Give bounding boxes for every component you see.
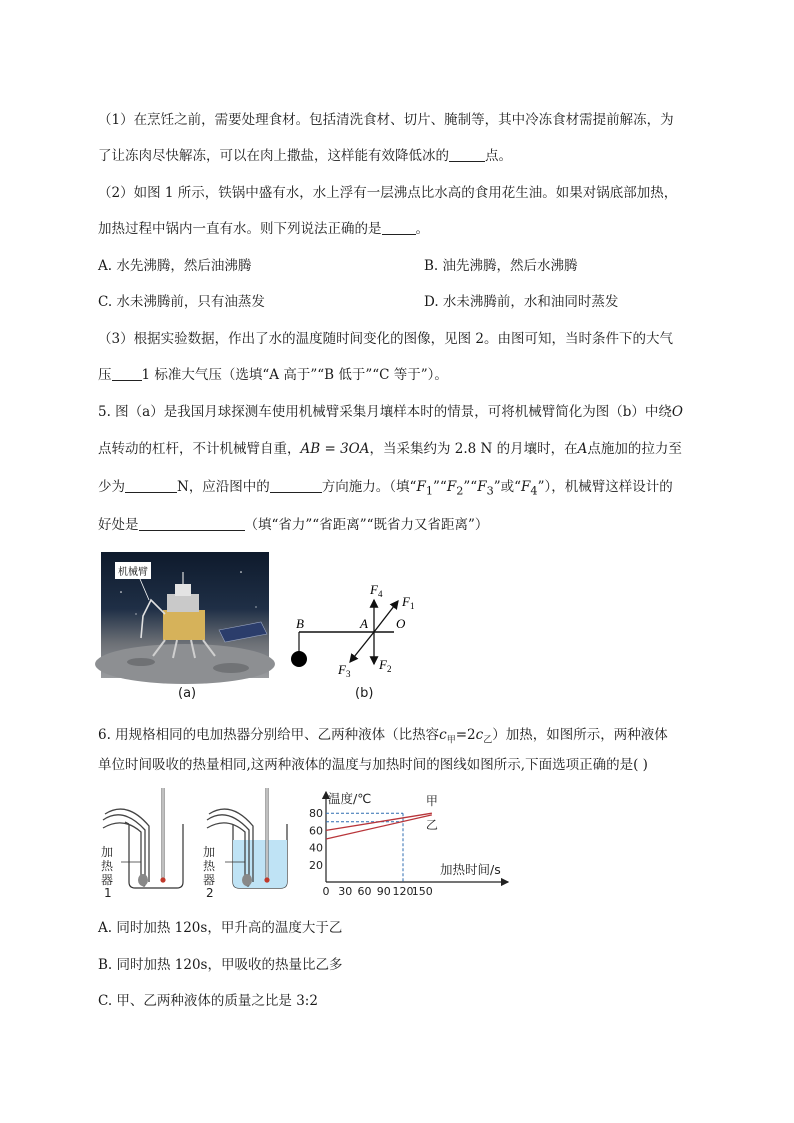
answer-blank[interactable] bbox=[112, 366, 142, 381]
q5-point-o: O bbox=[671, 404, 683, 420]
q4-p3-line2 bbox=[98, 366, 448, 384]
q4-p2-text: 加热过程中锅内一直有水。则下列说法正确的是 bbox=[98, 221, 382, 237]
q4-p1-line2 bbox=[98, 147, 512, 165]
q5-text: N，应沿图中的 bbox=[177, 479, 270, 495]
q4-p2-line2 bbox=[98, 220, 429, 238]
q5-ratio: AB = 3OA bbox=[300, 441, 370, 457]
q5-text: （填“省力”“省距离”“既省力又省距离”） bbox=[244, 517, 489, 533]
q5-text: ”），机械臂这样设计的 bbox=[537, 479, 673, 495]
f4-label bbox=[369, 582, 383, 599]
lunar-lander-photo bbox=[101, 552, 269, 678]
x-tick-label: 60 bbox=[357, 885, 372, 898]
heater-1-label: 加 热 器 1 bbox=[101, 845, 114, 900]
q4-p3-text: 压 bbox=[98, 367, 112, 383]
q4-p1-line1: （1）在烹饪之前，需要处理食材。包括清洗食材、切片、腌制等，其中冷冻食材需提前解冻，为 bbox=[98, 112, 674, 128]
heat-capacity-symbol: c bbox=[475, 727, 484, 743]
q5-text: 点转动的杠杆，不计机械臂自重， bbox=[98, 441, 301, 457]
lever-diagram bbox=[286, 576, 426, 682]
series-label-jia: 甲 bbox=[425, 794, 438, 809]
q4-p1-text: 了让冻肉尽快解冻，可以在肉上撒盐，这样能有效降低冰的 bbox=[98, 148, 449, 164]
heating-apparatus bbox=[97, 784, 307, 900]
q5-text: 点施加的拉力至 bbox=[587, 441, 682, 457]
answer-blank[interactable] bbox=[139, 516, 245, 531]
q4-option-b: B. 油先沸腾，然后水沸腾 bbox=[424, 258, 578, 274]
q5-text: ”或“ bbox=[493, 479, 522, 495]
y-tick-label: 40 bbox=[309, 841, 323, 855]
figure-a-caption: (a) bbox=[178, 686, 197, 701]
q4-p3-line1: （3）根据实验数据，作出了水的温度随时间变化的图像，见图 2。由图可知，当时条件下的大气 bbox=[98, 331, 673, 347]
q4-p1-tail: 点。 bbox=[485, 148, 512, 164]
q5-point-a: A bbox=[577, 441, 588, 457]
q6-text: ）加热，如图所示，两种液体 bbox=[492, 727, 668, 743]
figure-b-caption: (b) bbox=[355, 686, 374, 701]
subscript-jia: 甲 bbox=[446, 735, 456, 746]
force-symbol: F bbox=[521, 479, 531, 495]
f2-label bbox=[378, 657, 391, 674]
force-f1-arrow bbox=[374, 601, 398, 632]
f3-symbol: F bbox=[338, 662, 346, 677]
force-subscript: 4 bbox=[530, 484, 538, 498]
q5-text: 好处是 bbox=[98, 517, 139, 533]
q6-text: =2 bbox=[455, 727, 476, 743]
q5-text: 少为 bbox=[98, 479, 125, 495]
q5-text: 5. 图（a）是我国月球探测车使用机械臂采集月壤样本时的情景，可将机械臂简化为图（b）中绕 bbox=[98, 404, 672, 420]
q6-option-c: C. 甲、乙两种液体的质量之比是 3:2 bbox=[98, 993, 318, 1009]
force-subscript: 1 bbox=[425, 484, 434, 498]
f4-subscript: 4 bbox=[377, 589, 383, 599]
force-f3-arrow bbox=[350, 632, 374, 662]
sample-weight bbox=[291, 651, 307, 667]
q5-text: ”“ bbox=[433, 479, 447, 495]
q6-line1 bbox=[98, 726, 668, 750]
subscript-yi: 乙 bbox=[483, 735, 493, 746]
y-tick-label: 80 bbox=[309, 807, 323, 821]
f2-symbol: F bbox=[379, 657, 387, 672]
x-axis-label: 加热时间/s bbox=[440, 862, 501, 877]
q6-option-b: B. 同时加热 120s，甲吸收的热量比乙多 bbox=[98, 957, 343, 973]
f3-label bbox=[337, 662, 351, 679]
series-line-yi bbox=[326, 815, 432, 839]
x-tick-label: 120 bbox=[392, 885, 414, 898]
q4-p2-line1: （2）如图 1 所示，铁锅中盛有水，水上浮有一层沸点比水高的食用花生油。如果对锅底部加热， bbox=[98, 185, 678, 201]
robot-arm-label: 机械臂 bbox=[115, 562, 151, 579]
point-a-label: A bbox=[360, 616, 368, 631]
heat-capacity-symbol: c bbox=[439, 727, 447, 743]
q5-line4 bbox=[98, 516, 488, 534]
force-symbol: F bbox=[416, 479, 426, 495]
answer-blank[interactable] bbox=[449, 147, 485, 162]
point-b-label: B bbox=[296, 616, 304, 631]
q5-text: ”“ bbox=[463, 479, 478, 495]
q5-line2 bbox=[98, 440, 682, 458]
x-tick-label: 90 bbox=[376, 885, 391, 898]
x-tick-label: 30 bbox=[338, 885, 353, 898]
y-tick-label: 20 bbox=[309, 858, 323, 872]
force-symbol: F bbox=[446, 479, 457, 495]
q6-line2: 单位时间吸收的热量相同,这两种液体的温度与加热时间的图线如图所示,下面选项正确的是( ) bbox=[98, 757, 648, 773]
x-tick-label: 150 bbox=[411, 885, 433, 898]
q5-line1 bbox=[98, 403, 683, 421]
point-o-label: O bbox=[396, 616, 406, 631]
force-subscript: 3 bbox=[486, 484, 494, 498]
force-symbol: F bbox=[477, 479, 487, 495]
force-subscript: 2 bbox=[456, 484, 464, 498]
q5-text: 方向施力。（填“ bbox=[321, 479, 417, 495]
answer-blank[interactable] bbox=[270, 478, 322, 493]
q5-text: ，当采集约为 2.8 N 的月壤时，在 bbox=[369, 441, 578, 457]
y-axis-label: 温度/℃ bbox=[328, 791, 372, 806]
f3-subscript: 3 bbox=[345, 669, 351, 679]
f2-subscript: 2 bbox=[386, 664, 392, 674]
q4-option-c: C. 水未沸腾前，只有油蒸发 bbox=[98, 294, 265, 310]
q6-option-a: A. 同时加热 120s，甲升高的温度大于乙 bbox=[98, 920, 343, 936]
q4-option-a: A. 水先沸腾，然后油沸腾 bbox=[98, 258, 252, 274]
answer-blank[interactable] bbox=[125, 478, 177, 493]
f1-subscript: 1 bbox=[409, 601, 415, 611]
f1-label bbox=[401, 594, 414, 611]
q6-text: 6. 用规格相同的电加热器分别给甲、乙两种液体（比热容 bbox=[98, 727, 440, 743]
q4-p2-tail: 。 bbox=[415, 221, 429, 237]
q5-line3 bbox=[98, 478, 673, 501]
f4-symbol: F bbox=[370, 582, 378, 597]
series-label-yi: 乙 bbox=[425, 817, 438, 832]
temperature-time-chart bbox=[300, 786, 520, 904]
q4-option-d: D. 水未沸腾前，水和油同时蒸发 bbox=[424, 294, 619, 310]
answer-blank[interactable] bbox=[382, 220, 416, 235]
q4-p3-tail: 1 标准大气压（选填“A 高于”“B 低于”“C 等于”）。 bbox=[141, 367, 448, 383]
y-tick-label: 60 bbox=[309, 824, 323, 838]
heater-2-label: 加 热 器 2 bbox=[203, 845, 216, 900]
beaker-2 bbox=[207, 788, 287, 888]
x-tick-label: 0 bbox=[322, 885, 330, 898]
f1-symbol: F bbox=[402, 594, 410, 609]
